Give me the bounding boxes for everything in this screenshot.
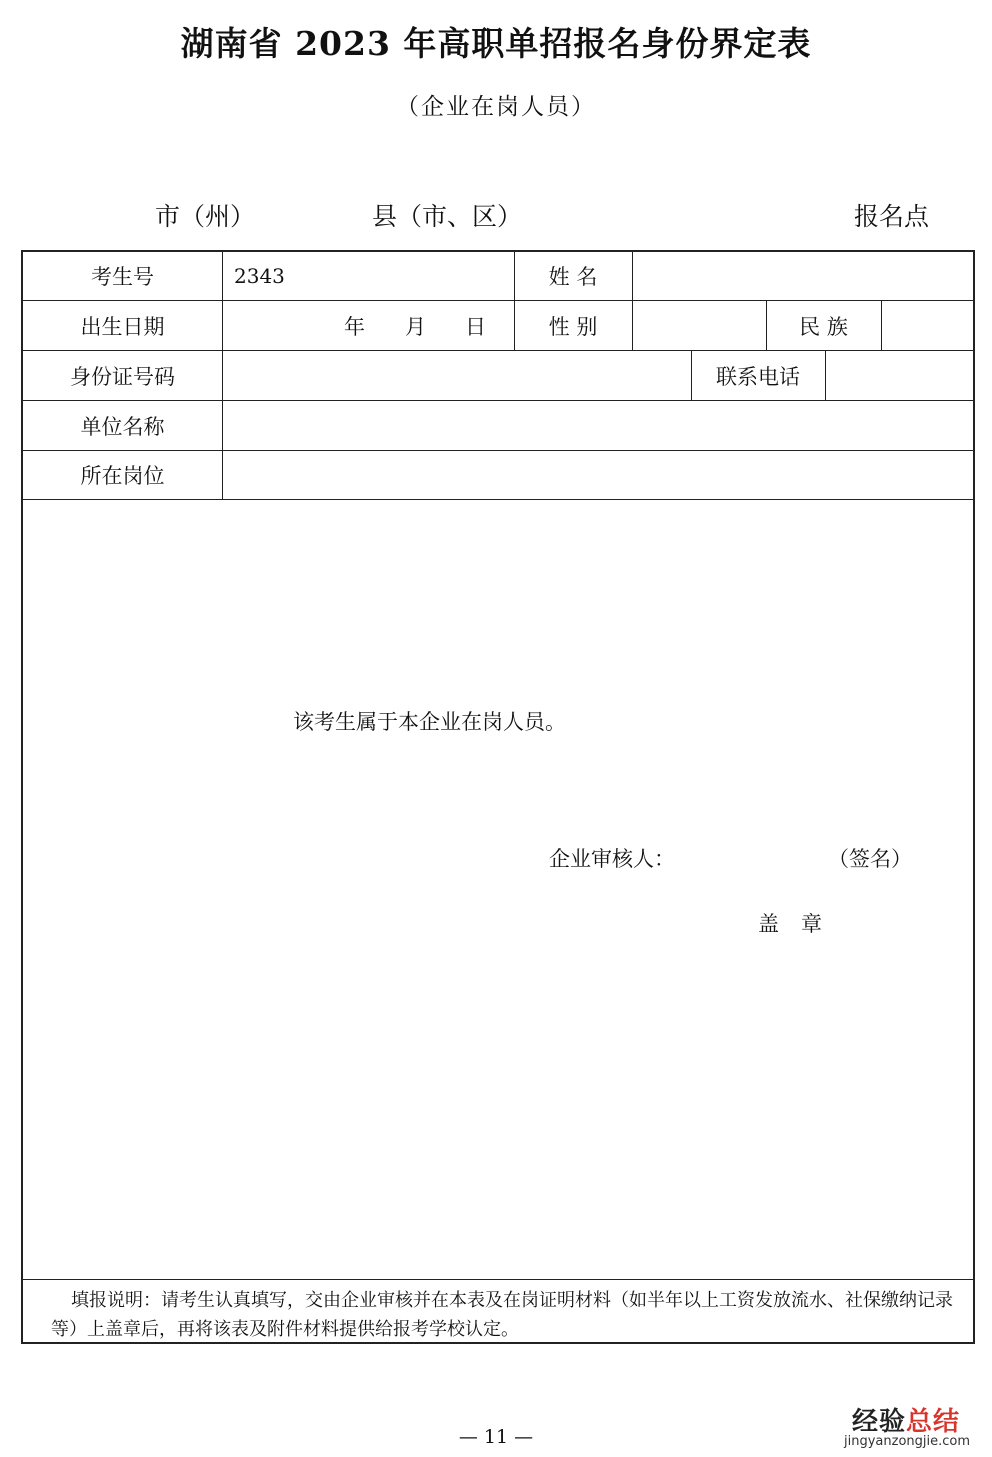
name-label: 姓 名 (548, 265, 598, 289)
position-label: 所在岗位 (80, 464, 165, 488)
registration-site-label: 报名点 (854, 202, 930, 231)
phone-field[interactable] (825, 351, 975, 400)
birth-date-field[interactable] (222, 301, 514, 350)
company-name-label: 单位名称 (80, 414, 165, 439)
form-row-exam-number (23, 252, 973, 301)
identity-form-table (21, 250, 975, 1344)
filling-instructions: 填报说明：请考生认真填写，交由企业审核并在本表及在岗证明材料（如半年以上工资发放流水、社保缴纳记录等）上盖章后，再将该表及附件材料提供给报考学校认定。 (23, 1279, 973, 1342)
birth-year-unit: 年 (344, 314, 365, 339)
form-row-id (23, 351, 973, 401)
page-title: 湖南省 2023 年高职单招报名身份界定表 (180, 24, 812, 63)
form-row-company (23, 401, 973, 451)
watermark-url: jingyanzongjie.com (844, 1434, 971, 1449)
county-label: 县（市、区） (372, 202, 523, 231)
birth-month-unit: 月 (405, 314, 426, 339)
watermark-text-accent: 总结 (906, 1407, 961, 1437)
name-field[interactable] (632, 252, 975, 300)
phone-label: 联系电话 (716, 364, 800, 389)
ethnicity-field[interactable] (881, 301, 975, 350)
city-label: 市（州） (155, 202, 256, 231)
ethnicity-label: 民 族 (799, 314, 848, 339)
exam-number-value[interactable]: 2343 (234, 264, 285, 288)
page-subtitle: （企业在岗人员） (396, 94, 596, 120)
form-row-position (23, 451, 973, 500)
birth-day-unit: 日 (465, 314, 486, 339)
watermark-logo (852, 1401, 960, 1438)
id-number-label: 身份证号码 (70, 364, 175, 389)
signature-note: （签名） (828, 847, 912, 871)
birth-date-label: 出生日期 (80, 314, 165, 339)
exam-number-label: 考生号 (91, 265, 154, 289)
company-reviewer-label: 企业审核人： (549, 847, 675, 871)
gender-field[interactable] (632, 301, 766, 350)
company-name-field[interactable] (222, 401, 975, 450)
id-number-field[interactable] (222, 351, 691, 400)
page-number: — 11 — (458, 1426, 534, 1448)
employment-statement: 该考生属于本企业在岗人员。 (293, 710, 566, 734)
position-field[interactable] (222, 451, 975, 499)
seal-label: 盖章 (758, 912, 844, 936)
form-row-birth (23, 301, 973, 351)
gender-label: 性 别 (548, 314, 598, 339)
watermark-text-prefix: 经验 (852, 1407, 907, 1437)
